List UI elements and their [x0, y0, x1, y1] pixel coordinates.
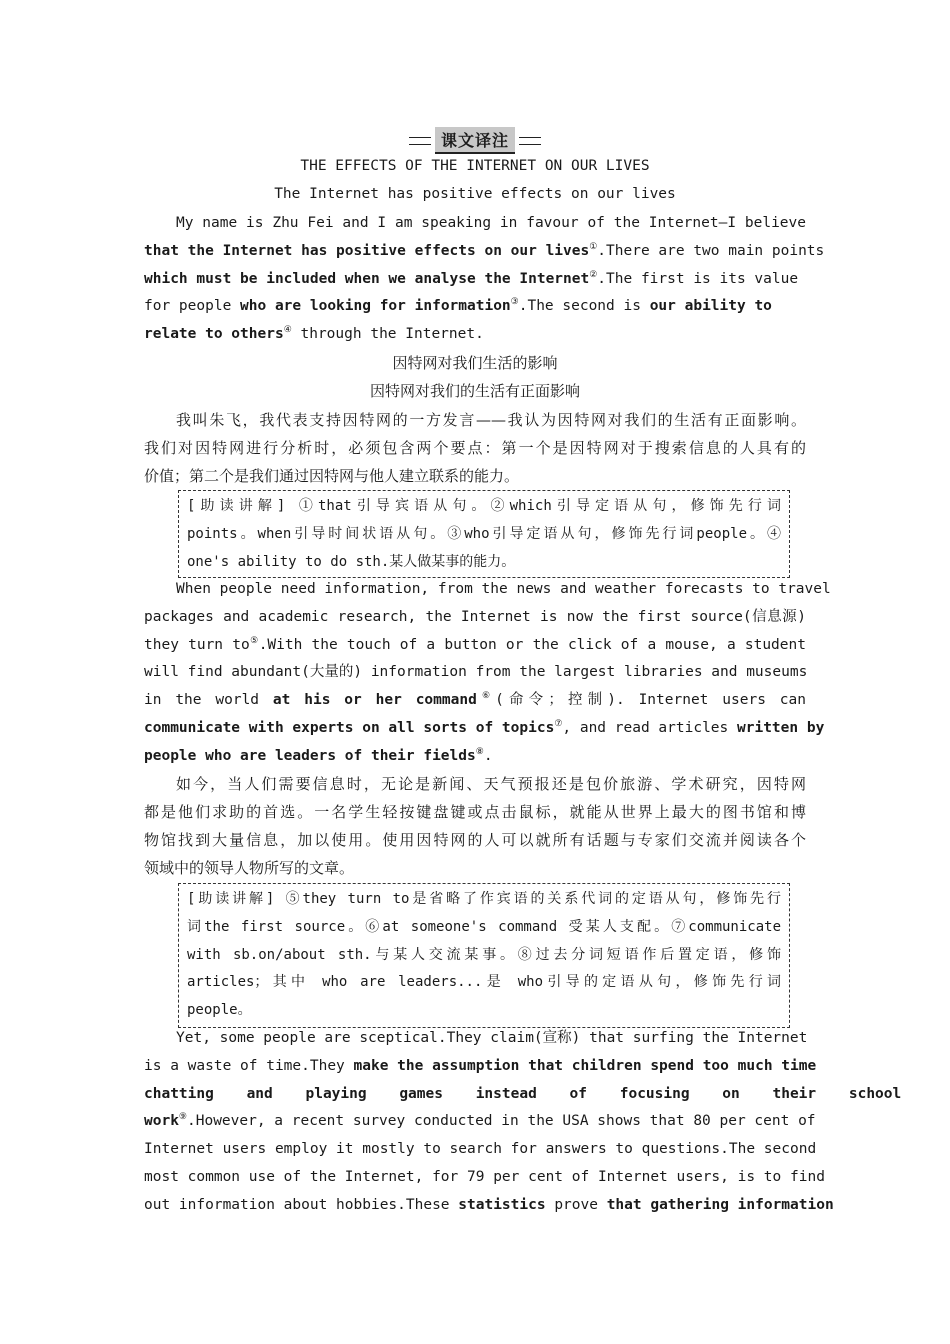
text-line — [144, 293, 806, 321]
text-line — [144, 632, 806, 660]
text-line — [144, 266, 799, 294]
note-marker: ④ — [283, 325, 292, 336]
text-span: .There are two main points — [597, 242, 825, 259]
text-line — [144, 715, 825, 743]
text-line: My name is Zhu Fei and I am speaking in favour of the Internet—I believe — [176, 215, 806, 231]
text-span: .The first is its value — [597, 270, 799, 287]
note-marker: ⑤ — [249, 635, 259, 646]
text-span: , and read articles — [562, 719, 737, 736]
note-marker: ② — [589, 269, 598, 280]
text-line — [144, 743, 806, 771]
text-span: in the world — [144, 692, 273, 709]
chinese-subtitle: 因特网对我们的生活有正面影响 — [369, 382, 580, 400]
text-line: 领域中的领导人物所写的文章。 — [144, 859, 355, 877]
key-phrase: chatting and playing games instead of focusing on their school — [144, 1085, 902, 1102]
text-line: points。when引导时间状语从句。③who引导定语从句，修饰先行词people。④ — [187, 525, 781, 542]
text-line: 价值；第二个是我们通过因特网与他人建立联系的能力。 — [144, 467, 520, 485]
text-span: (命令；控制). Internet users can — [495, 692, 806, 709]
text-span: is a waste of time.They — [144, 1057, 354, 1074]
text-line — [144, 238, 825, 266]
text-line: 如今，当人们需要信息时，无论是新闻、天气预报还是包价旅游、学术研究，因特网 — [176, 775, 806, 793]
text-line: with sb.on/about sth.与某人交流某事。⑧过去分词短语作后置定语，修饰 — [187, 946, 781, 963]
study-note-1 — [178, 490, 790, 578]
section-label: 课文译注 — [435, 127, 515, 154]
note-marker: ① — [589, 241, 598, 252]
text-line: 我叫朱飞，我代表支持因特网的一方发言——我认为因特网对我们的生活有正面影响。 — [176, 411, 806, 429]
study-note-2 — [178, 883, 790, 1028]
text-line: one's ability to do sth.某人做某事的能力。 — [187, 553, 516, 570]
text-line: articles；其中 who are leaders...是 who引导的定语从句，修饰先行词 — [187, 974, 781, 991]
heading-rule-left — [409, 137, 431, 145]
chinese-paragraph-2 — [144, 770, 806, 882]
text-line — [144, 1108, 816, 1136]
key-phrase: our ability to — [649, 298, 772, 315]
text-line: Internet users employ it mostly to search for answers to questions.The second — [144, 1141, 817, 1158]
key-phrase: at his or her command — [272, 692, 477, 709]
note-marker: ⑦ — [554, 719, 563, 730]
note-marker: ⑨ — [178, 1112, 187, 1123]
text-line: packages and academic research, the Internet is now the first source(信息源) — [144, 608, 806, 625]
key-phrase: that gathering information — [606, 1196, 834, 1213]
heading-rule-right — [519, 137, 541, 145]
key-phrase: which must be included when we analyse the Internet — [144, 270, 590, 287]
text-span: out information about hobbies.These — [144, 1196, 459, 1213]
text-line: people。 — [187, 1002, 252, 1019]
text-line: 都是他们求助的首选。一名学生轻按键盘键或点击鼠标，就能从世界上最大的图书馆和博 — [144, 803, 806, 821]
chinese-title: 因特网对我们生活的影响 — [392, 354, 558, 372]
text-span: .With the touch of a button or the click of a mouse, a student — [258, 636, 806, 653]
text-span: through the Internet. — [291, 326, 484, 343]
section-heading — [0, 127, 950, 154]
text-line: Yet, some people are sceptical.They claim(宣称) that surfing the Internet — [176, 1030, 808, 1046]
text-line — [144, 1192, 834, 1220]
text-line: most common use of the Internet, for 79 per cent of Internet users, is to find — [144, 1168, 825, 1185]
article-title: THE EFFECTS OF THE INTERNET ON OUR LIVES — [300, 158, 650, 174]
text-line: [助读讲解] ①that引导宾语从句。②which引导定语从句，修饰先行词 — [187, 498, 781, 514]
key-phrase: people who are leaders of their fields — [144, 747, 476, 764]
text-line: When people need information, from the news and weather forecasts to travel — [176, 581, 831, 597]
text-line: 物馆找到大量信息，加以使用。使用因特网的人可以就所有话题与专家们交流并阅读各个 — [144, 831, 806, 849]
text-span: . — [483, 747, 493, 764]
text-line — [144, 687, 806, 715]
text-line: [助读讲解] ⑤they turn to是省略了作宾语的关系代词的定语从句，修饰先行 — [187, 891, 781, 907]
text-span: prove — [545, 1196, 607, 1213]
note-marker: ⑧ — [475, 746, 484, 757]
text-span: they turn to — [144, 636, 250, 653]
text-line: will find abundant(大量的) information from the largest libraries and museums — [144, 664, 808, 681]
key-phrase: who are looking for information — [240, 298, 511, 315]
key-phrase: relate to others — [144, 326, 284, 343]
text-span: for people — [144, 298, 241, 315]
text-line — [144, 1053, 817, 1081]
key-phrase: statistics — [458, 1196, 546, 1213]
text-line: 我们对因特网进行分析时，必须包含两个要点：第一个是因特网对于搜索信息的人具有的 — [144, 439, 806, 457]
english-paragraph-3 — [144, 1025, 902, 1220]
text-line — [144, 1081, 902, 1109]
note-marker: ⑥ — [476, 691, 496, 702]
text-line: 词the first source。⑥at someone's command 受某人支配。⑦communicate — [187, 918, 781, 935]
key-phrase: written by — [737, 719, 825, 736]
key-phrase: make the assumption that children spend too much time — [353, 1057, 817, 1074]
text-span: .However, a recent survey conducted in the USA shows that 80 per cent of — [187, 1113, 816, 1130]
english-paragraph-1 — [144, 210, 825, 349]
key-phrase: work — [144, 1113, 179, 1130]
chinese-paragraph-1 — [144, 406, 806, 490]
key-phrase: that the Internet has positive effects on our lives — [144, 242, 590, 259]
note-marker: ③ — [510, 297, 519, 308]
key-phrase: communicate with experts on all sorts of topics — [144, 719, 555, 736]
text-span: .The second is — [518, 298, 650, 315]
article-subtitle: The Internet has positive effects on our lives — [274, 186, 676, 202]
text-line — [144, 321, 806, 349]
english-paragraph-2 — [144, 576, 831, 771]
